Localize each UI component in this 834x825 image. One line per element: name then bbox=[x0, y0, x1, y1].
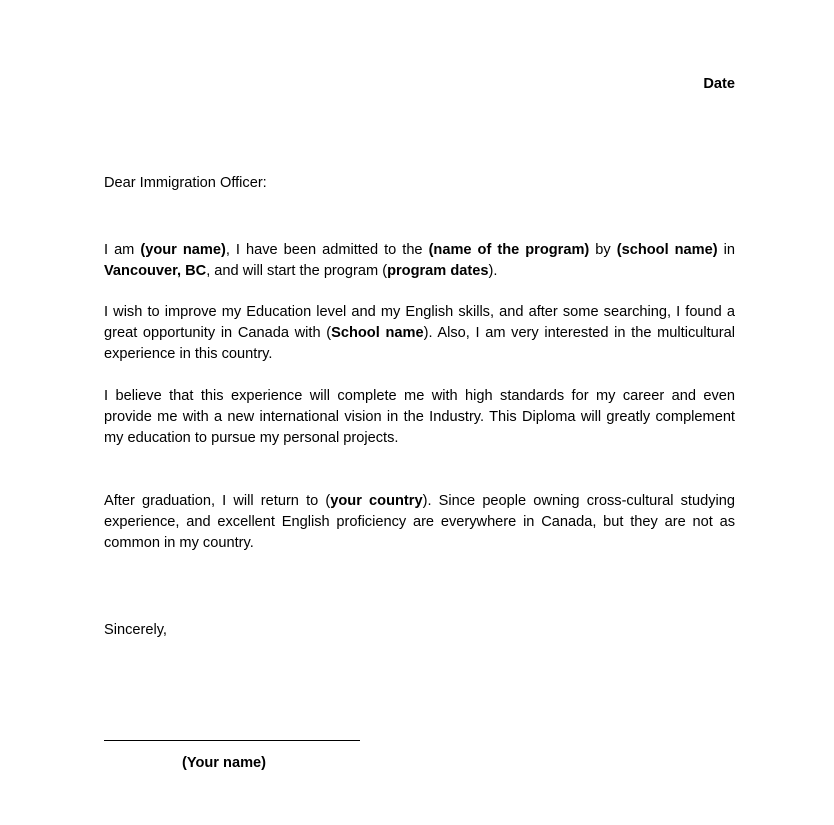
text: ). bbox=[488, 263, 498, 279]
closing: Sincerely, bbox=[104, 622, 167, 638]
placeholder-program-dates: program dates bbox=[387, 263, 489, 279]
text: ). Also, I am very interested in the multicultural experience in this country. bbox=[104, 325, 735, 362]
signature-line bbox=[104, 740, 360, 741]
paragraph-motivation bbox=[104, 302, 735, 365]
text: in bbox=[717, 242, 735, 258]
signature-name: (Your name) bbox=[181, 755, 267, 771]
date-label: Date bbox=[703, 76, 735, 92]
paragraph-return bbox=[104, 491, 735, 554]
text: , I have been admitted to the bbox=[225, 242, 429, 258]
text: I wish to improve my Education level and my English skills, and after some searching, I found a great opportunity in Canada with ( bbox=[104, 304, 735, 341]
paragraph-admission bbox=[104, 240, 735, 282]
text: , and will start the program ( bbox=[206, 263, 388, 279]
text: I am bbox=[104, 242, 141, 258]
salutation: Dear Immigration Officer: bbox=[104, 175, 267, 191]
location: Vancouver, BC bbox=[104, 263, 207, 279]
placeholder-program-name: (name of the program) bbox=[428, 242, 590, 258]
paragraph-career: I believe that this experience will complete me with high standards for my career and even provide me with a new international vision in the Industry. This Diploma will greatly complement my education to pursue my personal projects. bbox=[104, 388, 735, 446]
placeholder-school-name: (school name) bbox=[616, 242, 718, 258]
text: ). Since people owning cross-cultural studying experience, and excellent English proficiency are everywhere in Canada, but they are not as common in my country. bbox=[104, 493, 735, 551]
placeholder-school-name: School name bbox=[331, 325, 424, 341]
placeholder-your-country: your country bbox=[330, 493, 423, 509]
placeholder-your-name: (your name) bbox=[140, 242, 226, 258]
text: by bbox=[589, 242, 617, 258]
text: After graduation, I will return to ( bbox=[104, 493, 331, 509]
